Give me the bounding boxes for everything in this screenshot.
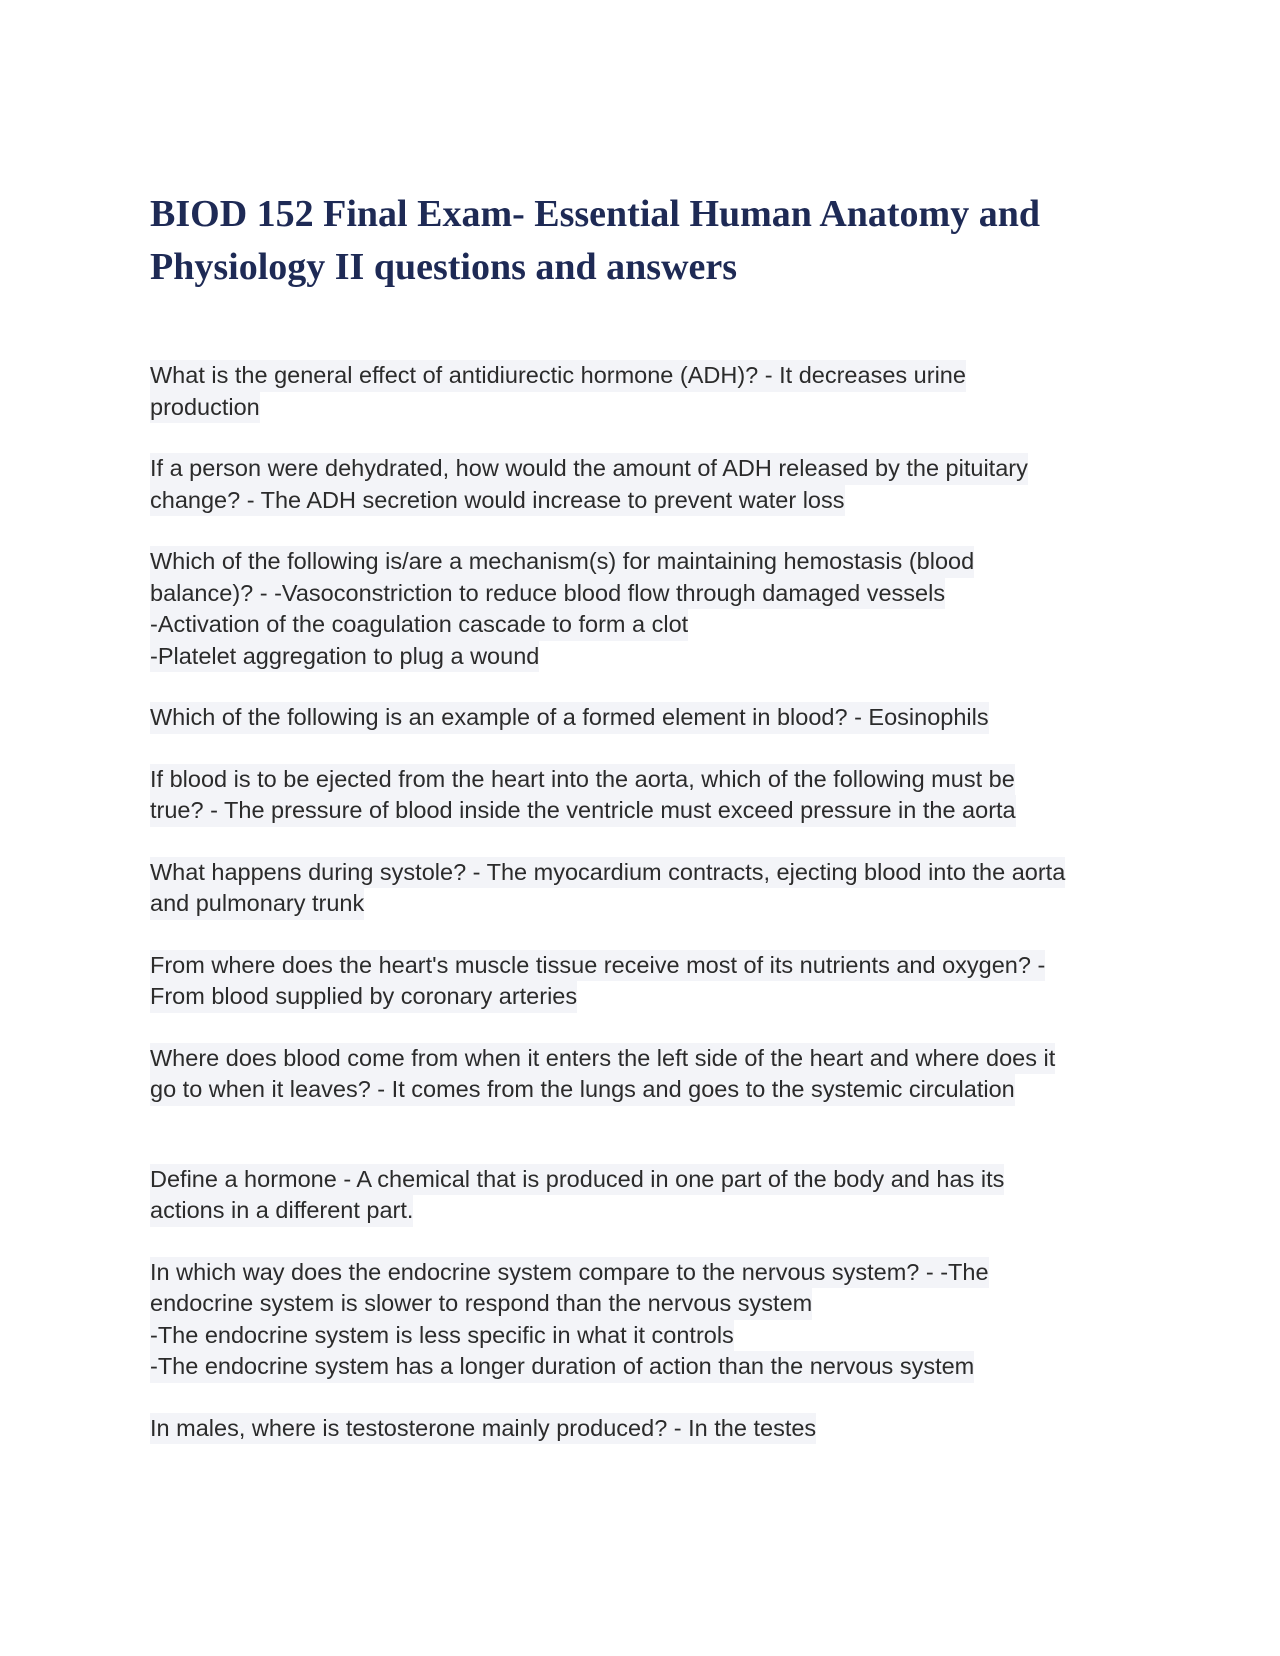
title-line-2: Physiology II questions and answers bbox=[150, 246, 738, 288]
qa-item-7 bbox=[150, 950, 1150, 1013]
qa-line: Which of the following is an example of a formed element in blood? - Eosinophils bbox=[150, 702, 989, 734]
qa-line: actions in a different part. bbox=[150, 1195, 413, 1227]
qa-line: In males, where is testosterone mainly produced? - In the testes bbox=[150, 1413, 816, 1445]
qa-line: Which of the following is/are a mechanism(s) for maintaining hemostasis (blood bbox=[150, 546, 974, 578]
document-title bbox=[150, 188, 1150, 294]
qa-line: change? - The ADH secretion would increase to prevent water loss bbox=[150, 485, 845, 517]
qa-line: What happens during systole? - The myocardium contracts, ejecting blood into the aorta bbox=[150, 857, 1065, 889]
qa-line: -Platelet aggregation to plug a wound bbox=[150, 641, 539, 673]
qa-line: From blood supplied by coronary arteries bbox=[150, 981, 577, 1013]
qa-line: endocrine system is slower to respond than the nervous system bbox=[150, 1288, 812, 1320]
document-page bbox=[150, 188, 1150, 1474]
qa-line: Where does blood come from when it enters the left side of the heart and where does it bbox=[150, 1043, 1055, 1075]
qa-line: and pulmonary trunk bbox=[150, 888, 364, 920]
qa-line: true? - The pressure of blood inside the ventricle must exceed pressure in the aorta bbox=[150, 795, 1016, 827]
qa-list bbox=[150, 360, 1150, 1444]
qa-line: production bbox=[150, 392, 260, 424]
title-line-1: BIOD 152 Final Exam- Essential Human Anatomy and bbox=[150, 193, 1040, 235]
qa-line: If a person were dehydrated, how would the amount of ADH released by the pituitary bbox=[150, 453, 1028, 485]
qa-line: If blood is to be ejected from the heart into the aorta, which of the following must be bbox=[150, 764, 1015, 796]
qa-item-3 bbox=[150, 546, 1150, 672]
qa-item-1 bbox=[150, 360, 1150, 423]
qa-item-5 bbox=[150, 764, 1150, 827]
qa-item-9 bbox=[150, 1164, 1150, 1227]
qa-line: What is the general effect of antidiurectic hormone (ADH)? - It decreases urine bbox=[150, 360, 966, 392]
qa-line: -Activation of the coagulation cascade to form a clot bbox=[150, 609, 688, 641]
qa-line: -The endocrine system is less specific in what it controls bbox=[150, 1320, 734, 1352]
qa-item-4 bbox=[150, 702, 1150, 734]
qa-item-11 bbox=[150, 1413, 1150, 1445]
qa-item-10 bbox=[150, 1257, 1150, 1383]
qa-line: From where does the heart's muscle tissue receive most of its nutrients and oxygen? - bbox=[150, 950, 1045, 982]
qa-item-2 bbox=[150, 453, 1150, 516]
qa-line: In which way does the endocrine system compare to the nervous system? - -The bbox=[150, 1257, 989, 1289]
qa-line: go to when it leaves? - It comes from the lungs and goes to the systemic circulation bbox=[150, 1074, 1015, 1106]
qa-line: balance)? - -Vasoconstriction to reduce blood flow through damaged vessels bbox=[150, 578, 945, 610]
qa-line: -The endocrine system has a longer duration of action than the nervous system bbox=[150, 1351, 974, 1383]
qa-line: Define a hormone - A chemical that is produced in one part of the body and has its bbox=[150, 1164, 1004, 1196]
qa-item-6 bbox=[150, 857, 1150, 920]
qa-item-8 bbox=[150, 1043, 1150, 1106]
